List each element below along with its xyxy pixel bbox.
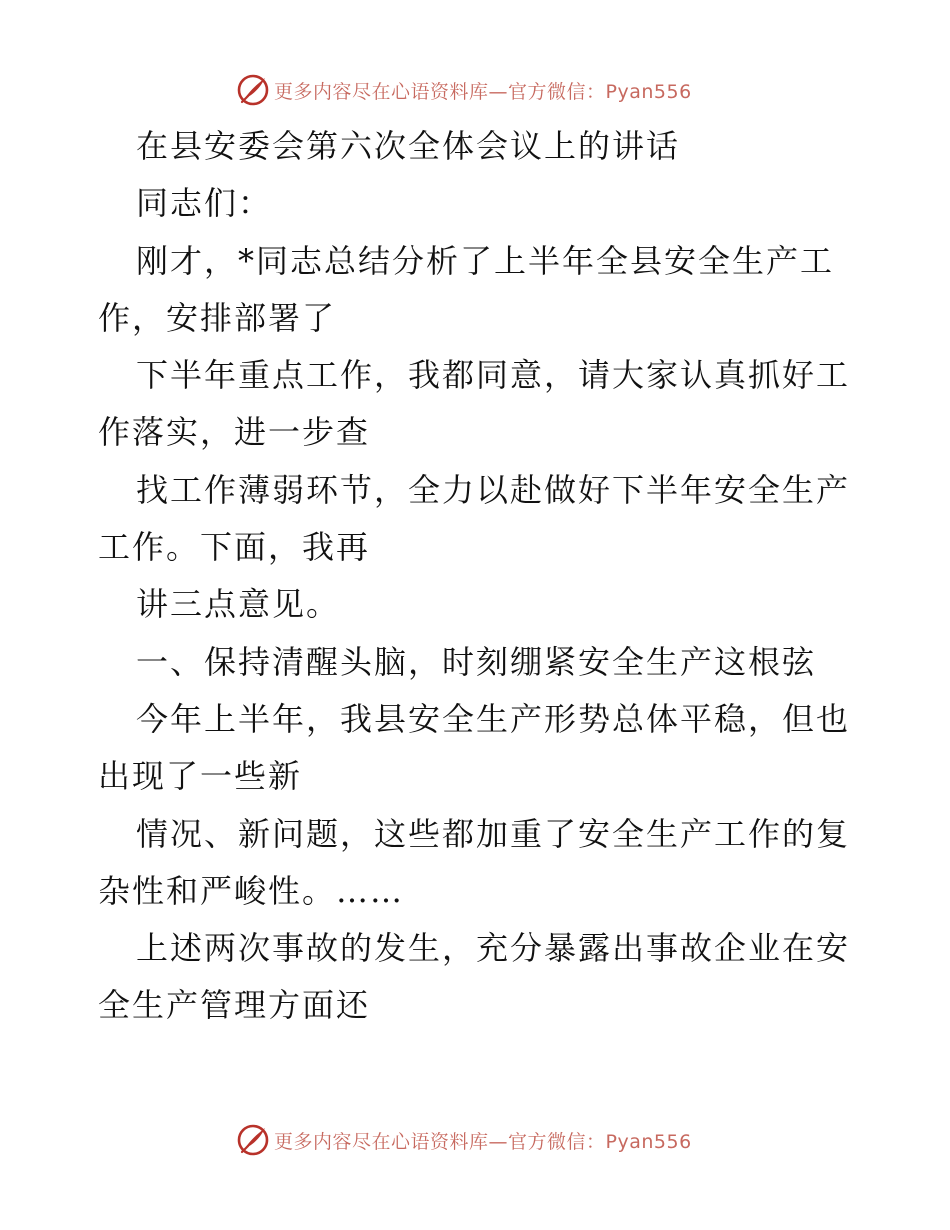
paragraph-line: 杂性和严峻性。…… [98, 871, 405, 910]
paragraph-line: 讲三点意见。 [136, 585, 341, 624]
paragraph-line: 全生产管理方面还 [98, 986, 371, 1025]
greeting: 同志们： [136, 184, 273, 223]
paragraph-line: 下半年重点工作，我都同意，请大家认真抓好工 [136, 356, 851, 395]
section-heading: 一、保持清醒头脑，时刻绷紧安全生产这根弦 [136, 642, 817, 681]
document-title: 在县安委会第六次全体会议上的讲话 [136, 127, 681, 165]
quill-pen-logo-icon [236, 1123, 270, 1157]
header-watermark [236, 72, 692, 108]
quill-pen-logo-icon [236, 73, 270, 107]
document-body [98, 118, 858, 1035]
paragraph-line: 出现了一些新 [98, 757, 303, 796]
paragraph-line: 情况、新问题，这些都加重了安全生产工作的复 [136, 814, 851, 853]
paragraph-line: 今年上半年，我县安全生产形势总体平稳，但也 [136, 699, 851, 738]
footer-watermark [236, 1122, 692, 1158]
paragraph-line: 刚才，*同志总结分析了上半年全县安全生产工 [136, 241, 835, 280]
paragraph-line: 作落实，进一步查 [98, 413, 371, 452]
watermark-text: 更多内容尽在心语资料库—官方微信：Pyan556 [274, 1130, 692, 1153]
paragraph-line: 找工作薄弱环节，全力以赴做好下半年安全生产 [136, 470, 851, 509]
paragraph-line: 作，安排部署了 [98, 298, 337, 337]
paragraph-line: 上述两次事故的发生，充分暴露出事故企业在安 [136, 929, 851, 968]
watermark-text: 更多内容尽在心语资料库—官方微信：Pyan556 [274, 80, 692, 103]
paragraph-line: 工作。下面，我再 [98, 528, 371, 567]
